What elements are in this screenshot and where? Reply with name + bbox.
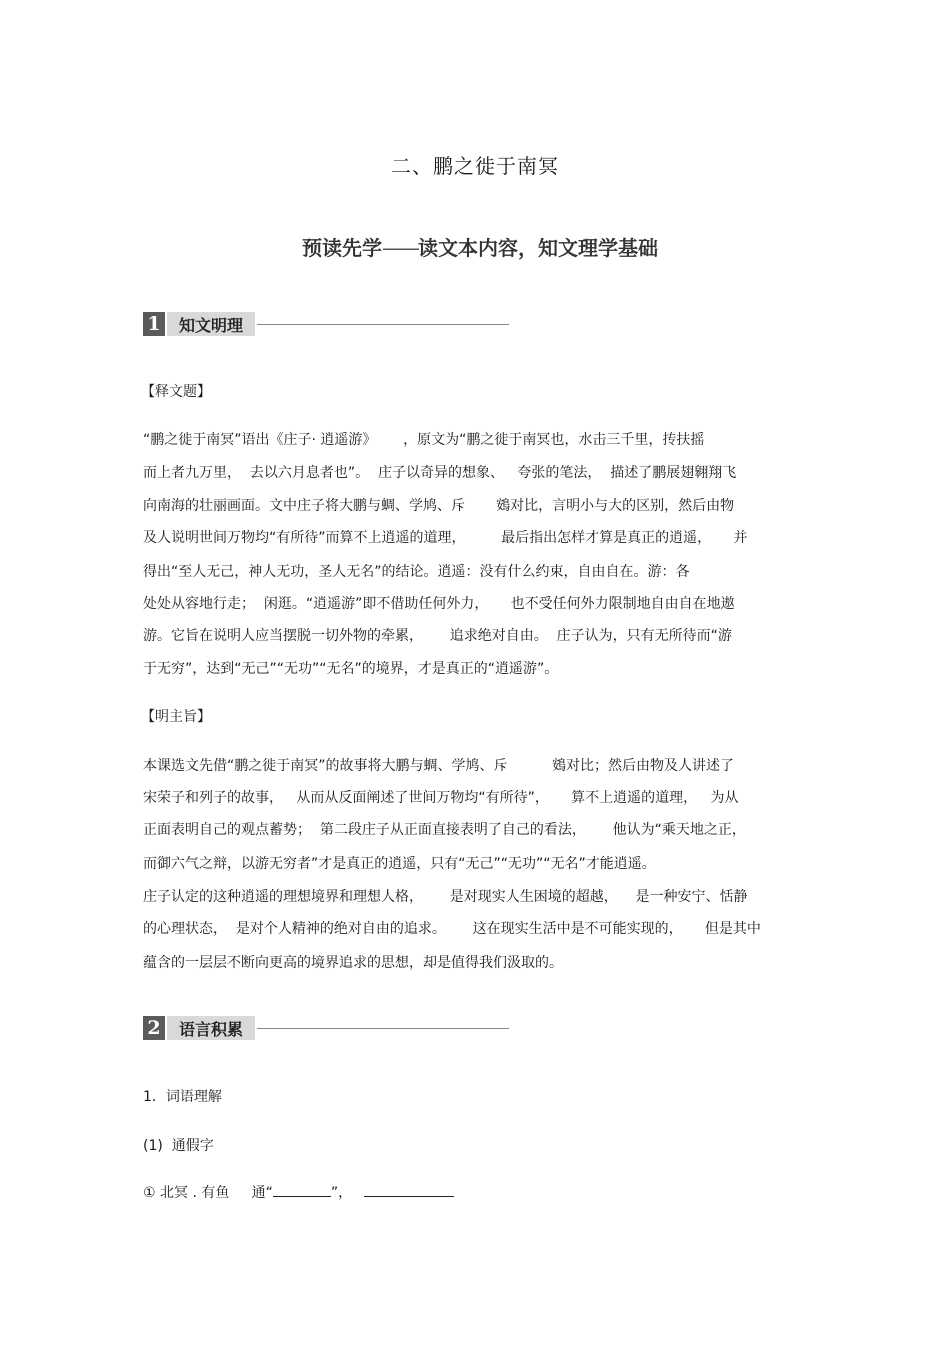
section-header-yuyanjilei: [143, 1016, 509, 1040]
page-title: 二、鹏之徙于南冥: [391, 154, 559, 178]
paragraph-line: 于无穷”，达到“无己”“无功”“无名”的境界，才是真正的“逍遥游”。: [143, 661, 559, 677]
answer-blank-2[interactable]: [364, 1182, 454, 1197]
paragraph-line: 及人说明世间万物均“有所待”而算不上逍遥的道理， 最后指出怎样才算是真正的逍遥， 并: [143, 530, 748, 546]
mingzhuzhi-heading: 【明主旨】: [141, 709, 211, 725]
paragraph-line: 而上者九万里， 去以六月息者也”。 庄子以奇异的想象、 夸张的笔法， 描述了鹏展翅翱翔飞: [143, 465, 737, 481]
vocab-sub-heading: (1) 通假字: [143, 1138, 214, 1154]
section-number: 1: [143, 312, 165, 336]
paragraph-line: 的心理状态， 是对个人精神的绝对自由的追求。 这在现实生活中是不可能实现的， 但是其中: [143, 921, 761, 937]
paragraph-line: 游。它旨在说明人应当摆脱一切外物的牵累， 追求绝对自由。 庄子认为，只有无所待而“游: [143, 628, 732, 644]
paragraph-line: 正面表明自己的观点蓄势； 第二段庄子从正面直接表明了自己的看法， 他认为“乘天地之正，: [143, 822, 746, 838]
answer-blank-1[interactable]: [273, 1182, 331, 1197]
paragraph-line: “鹏之徙于南冥”语出《庄子· 逍遥游》 ，原文为“鹏之徙于南冥也，水击三千里，抟扶摇: [143, 432, 705, 448]
subtitle-rest: 读文本内容，知文理学基础: [418, 236, 658, 260]
section-header-zhiwenmingli: [143, 312, 509, 336]
section-rule: [257, 1028, 509, 1029]
paragraph-line: 得出“至人无己，神人无功，圣人无名”的结论。逍遥：没有什么约束，自由自在。游：各: [143, 564, 690, 580]
shiwenti-heading: 【释文题】: [141, 384, 211, 400]
section-subtitle: [0, 232, 950, 261]
section-number: 2: [143, 1016, 165, 1040]
paragraph-line: 宋荣子和列子的故事， 从而从反面阐述了世间万物均“有所待”， 算不上逍遥的道理， 为从: [143, 790, 739, 806]
question-middle: ”，: [330, 1185, 353, 1201]
paragraph-line: 处处从容地行走； 闲逛。“逍遥游”即不借助任何外力， 也不受任何外力限制地自由自在地遨: [143, 596, 735, 612]
section-label: 知文明理: [167, 312, 255, 336]
paragraph-line: 向南海的壮丽画面。文中庄子将大鹏与蜩、学鸠、斥 鴳对比，言明小与大的区别，然后由物: [143, 498, 735, 514]
subtitle-main: 预读先学: [302, 236, 382, 260]
fill-blank-question: [143, 1182, 454, 1203]
vocab-item-heading: 1．词语理解: [143, 1089, 222, 1105]
section-rule: [257, 324, 509, 325]
paragraph-line: 本课选文先借“鹏之徙于南冥”的故事将大鹏与蜩、学鸠、斥 鴳对比；然后由物及人讲述了: [143, 758, 735, 774]
question-prefix: ① 北冥 . 有鱼 通“: [143, 1185, 273, 1201]
paragraph-line: 蕴含的一层层不断向更高的境界追求的思想，却是值得我们汲取的。: [143, 955, 563, 971]
paragraph-line: 而御六气之辩，以游无穷者”才是真正的逍遥，只有“无己”“无功”“无名”才能逍遥。: [143, 856, 656, 872]
section-label: 语言积累: [167, 1016, 255, 1040]
subtitle-dash: ——: [382, 236, 418, 260]
paragraph-line: 庄子认定的这种逍遥的理想境界和理想人格， 是对现实人生困境的超越， 是一种安宁、恬静: [143, 889, 748, 905]
